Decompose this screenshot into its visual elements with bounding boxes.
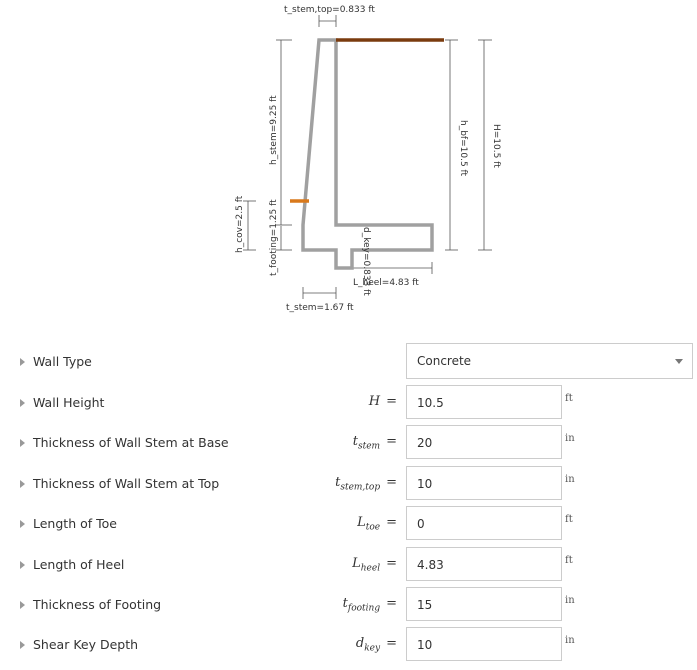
stem-base-unit: in bbox=[565, 433, 575, 444]
row-shear-key-depth bbox=[0, 627, 697, 663]
expand-caret-icon[interactable] bbox=[20, 561, 25, 569]
footing-thickness-label: Thickness of Footing bbox=[33, 597, 162, 612]
label-t-stem-top: t_stem,top=0.833 ft bbox=[284, 5, 375, 15]
row-wall-height bbox=[0, 385, 697, 421]
row-stem-base bbox=[0, 425, 697, 461]
label-t-footing: t_footing=1.25 ft bbox=[269, 199, 279, 276]
toe-length-label: Length of Toe bbox=[33, 516, 117, 531]
shear-key-depth-symbol: $d_{key}$ = bbox=[355, 636, 397, 654]
wall-type-select[interactable] bbox=[406, 343, 693, 379]
shear-key-depth-input[interactable]: 10 bbox=[406, 627, 562, 661]
toe-length-symbol: $L_{toe}$ = bbox=[357, 515, 397, 533]
label-h-bf: h_bf=10.5 ft bbox=[458, 120, 468, 177]
expand-caret-icon[interactable] bbox=[20, 641, 25, 649]
heel-length-unit: ft bbox=[565, 555, 573, 566]
row-stem-top bbox=[0, 466, 697, 502]
stem-top-input[interactable]: 10 bbox=[406, 466, 562, 500]
footing-thickness-unit: in bbox=[565, 595, 575, 606]
expand-caret-icon[interactable] bbox=[20, 480, 25, 488]
wall-height-unit: ft bbox=[565, 393, 573, 404]
expand-caret-icon[interactable] bbox=[20, 399, 25, 407]
toe-length-unit: ft bbox=[565, 514, 573, 525]
expand-caret-icon[interactable] bbox=[20, 439, 25, 447]
stem-top-unit: in bbox=[565, 474, 575, 485]
footing-thickness-input[interactable]: 15 bbox=[406, 587, 562, 621]
label-d-key: d_key=0.833 ft bbox=[361, 227, 371, 296]
expand-caret-icon[interactable] bbox=[20, 358, 25, 366]
stem-base-label: Thickness of Wall Stem at Base bbox=[33, 435, 229, 450]
label-h-cov: h_cov=2.5 ft bbox=[235, 195, 245, 253]
wall-type-label: Wall Type bbox=[33, 354, 92, 369]
retaining-wall-diagram bbox=[0, 0, 697, 330]
heel-length-label: Length of Heel bbox=[33, 557, 125, 572]
stem-top-label: Thickness of Wall Stem at Top bbox=[33, 476, 220, 491]
wall-height-label: Wall Height bbox=[33, 395, 105, 410]
shear-key-depth-unit: in bbox=[565, 635, 575, 646]
wall-height-symbol: H = bbox=[368, 394, 397, 409]
row-heel-length bbox=[0, 547, 697, 583]
stem-base-symbol: $t_{stem}$ = bbox=[352, 434, 397, 452]
expand-caret-icon[interactable] bbox=[20, 520, 25, 528]
heel-length-symbol: $L_{heel}$ = bbox=[352, 556, 397, 574]
wall-type-value: Concrete bbox=[417, 354, 472, 368]
footing-thickness-symbol: $t_{footing}$ = bbox=[342, 596, 397, 614]
row-wall-type bbox=[0, 344, 697, 380]
wall-height-input[interactable]: 10.5 bbox=[406, 385, 562, 419]
shear-key-depth-label: Shear Key Depth bbox=[33, 637, 139, 652]
chevron-down-icon bbox=[675, 359, 683, 364]
label-H: H=10.5 ft bbox=[491, 124, 501, 168]
toe-length-input[interactable]: 0 bbox=[406, 506, 562, 540]
expand-caret-icon[interactable] bbox=[20, 601, 25, 609]
heel-length-input[interactable]: 4.83 bbox=[406, 547, 562, 581]
row-footing-thickness bbox=[0, 587, 697, 623]
stem-base-input[interactable]: 20 bbox=[406, 425, 562, 459]
stem-top-symbol: $t_{stem,top}$ = bbox=[335, 475, 397, 493]
label-h-stem: h_stem=9.25 ft bbox=[269, 95, 279, 165]
label-l-heel: L_heel=4.83 ft bbox=[353, 278, 419, 288]
label-t-stem: t_stem=1.67 ft bbox=[286, 303, 354, 313]
row-toe-length bbox=[0, 506, 697, 542]
